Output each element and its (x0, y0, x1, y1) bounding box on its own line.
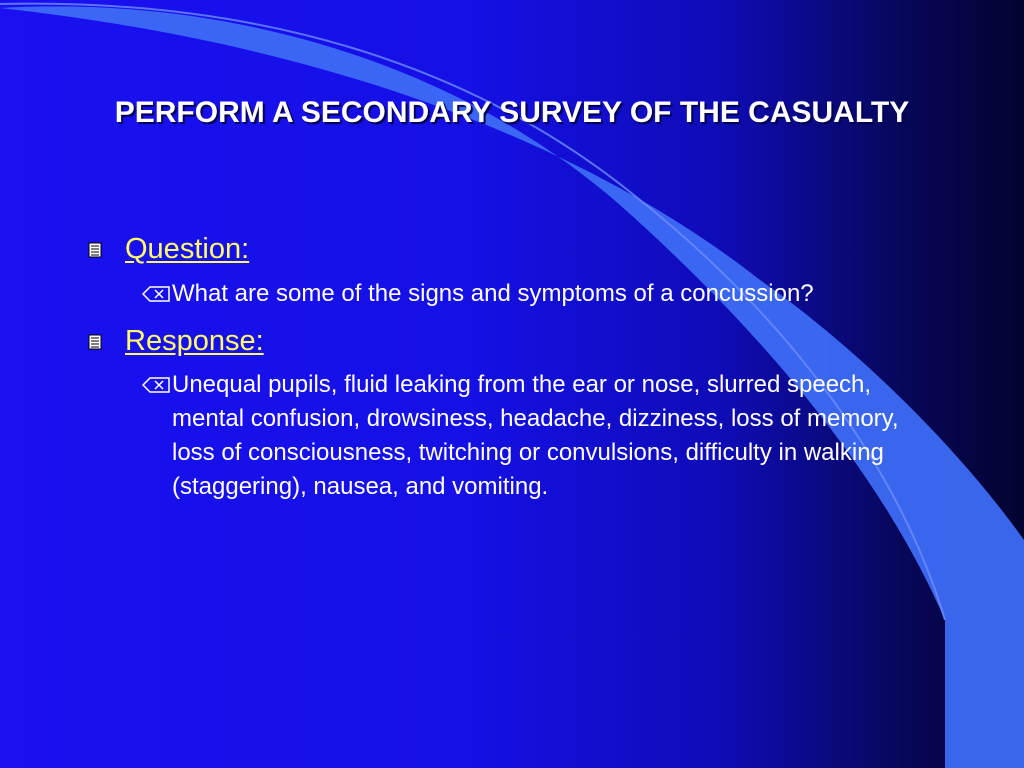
slide-title: PERFORM A SECONDARY SURVEY OF THE CASUALTY (114, 96, 910, 129)
erase-arrow-icon (142, 286, 170, 302)
notebook-icon (88, 242, 102, 258)
response-label[interactable]: Response (125, 325, 256, 357)
response-text: Unequal pupils, fluid leaking from the ear or nose, slurred speech, mental confusion, drowsiness, headache, dizziness, loss of memory, loss of consciousness, twitching or convulsions, difficulty in walking (staggering), nausea, and vomiting. (172, 371, 899, 500)
response-colon: : (255, 325, 264, 357)
question-colon: : (241, 233, 250, 265)
sub-item-question (142, 277, 942, 311)
question-text: What are some of the signs and symptoms of a concussion? (172, 280, 814, 307)
erase-arrow-icon (142, 377, 170, 393)
notebook-icon (88, 334, 102, 350)
question-label[interactable]: Question (125, 233, 242, 265)
sub-item-response (142, 368, 942, 504)
